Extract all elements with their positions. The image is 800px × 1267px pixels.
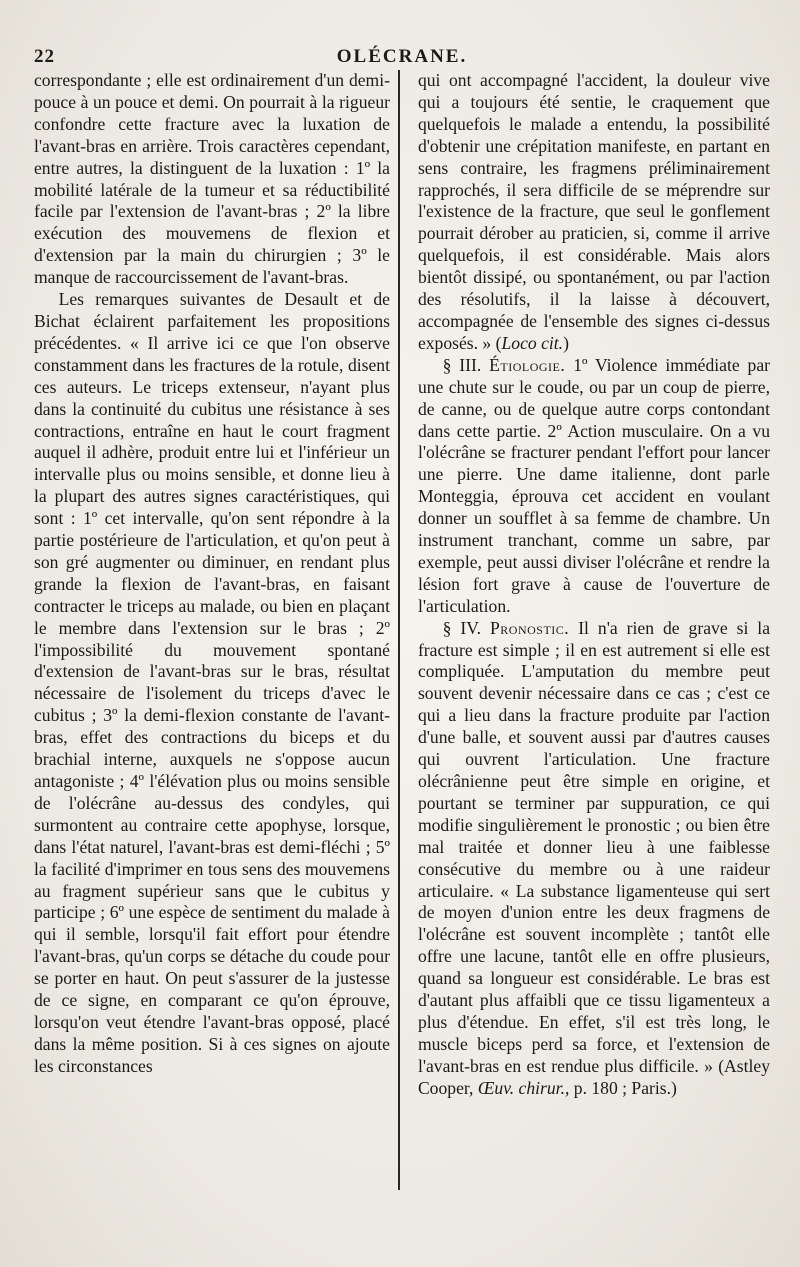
section-4-end: , p. 180 ; Paris.) xyxy=(564,1077,677,1098)
citation-loco-cit: Loco cit. xyxy=(501,332,564,353)
section-etiologie xyxy=(418,355,770,618)
section-pronostic xyxy=(418,618,770,1100)
running-head xyxy=(34,36,770,70)
section-4-title: Pronostic. xyxy=(490,617,570,638)
section-3-title: Étiologie. xyxy=(489,354,566,375)
section-3-text: 1º Violence immédiate par une chute sur le coude, ou par un coup de pierre, de canne, ou de quelque autre corps contondant dans cette partie. 2º Action musculaire. On a vu l'olécrâne se fracturer pendant l'effort pour lancer une pierre. Une dame italienne, dont parle Monteggia, éprouva cet accident en voulant donner un soufflet à sa femme de chambre. Un instrument tranchant, comme un sabre, par exemple, peut aussi diviser l'olécrâne et rendre la lésion fort grave à cause de l'ouverture de l'articulation. xyxy=(417,354,771,616)
right-column xyxy=(406,70,770,1190)
citation-oeuv-chirur: Œuv. chirur. xyxy=(477,1077,565,1098)
page-number: 22 xyxy=(34,46,55,67)
section-4-number: § IV. xyxy=(442,617,482,638)
right-paragraph-1-text: qui ont accompagné l'accident, la douleur vive qui a toujours été sentie, le craquement que quelquefois le malade a entendu, la possibilité d'obtenir une crépitation manifeste, en partant en sens contraire, les fragmens préliminairement rapprochés, il sera difficile de se méprendre sur l'existence de la fracture, que seul le gonflement pourrait dérober au praticien, si, comme il arrive quelquefois, il est considérable. Mais alors bientôt dissipé, ou spontanément, ou par l'action des résolutifs, il la laisse à découvert, accompagnée de l'ensemble des signes ci-dessus exposés. » ( xyxy=(417,70,770,353)
left-paragraph-2: Les remarques suivantes de Desault et de Bichat éclairent parfaitement les propositions précédentes. « Il arrive ici ce que l'on observe constamment dans les fractures de la rotule, disent ces auteurs. Le triceps extenseur, n'ayant plus dans la continuité du cubitus une résistance à ses contractions, entraîne en haut le court fragment auquel il adhère, produit entre lui et l'inférieur un intervalle plus ou moins sensible, et donne lieu à la plupart des autres signes caractéristiques, qui sont : 1º cet intervalle, qu'on sent répondre à la partie postérieure de l'articulation, et qu'on peut à son gré augmenter ou diminuer, en rendant plus grande la flexion de l'avant-bras, en faisant contracter le triceps au malade, ou bien en plaçant le membre dans l'extension sur le bras ; 2º l'impossibilité du mouvement spontané d'extension de l'avant-bras sur le bras, résultat nécessaire de l'isolement du triceps d'avec le cubitus ; 3º la demi-flexion constante de l'avant-bras, effet des contractions du biceps et du brachial interne, auxquels ne s'oppose aucun antagoniste ; 4º l'élévation plus ou moins sensible de l'olécrâne au-dessus des condyles, qui surmontent au contraire cette apophyse, lorsque, dans l'état naturel, l'avant-bras est demi-fléchi ; 5º la facilité d'imprimer en tous sens des mouvemens au fragment supérieur sans que le cubitus y participe ; 6º une espèce de sentiment du malade à qui il semble, lorsqu'il fait effort pour étendre l'avant-bras, qu'un corps se détache du coude pour se porter en haut. On peut s'assurer de la justesse de ce signe, en comparant ce qu'on éprouve, lorsqu'on veut étendre l'avant-bras opposé, placé dans la même position. Si à ces signes on ajoute les circonstances xyxy=(34,289,390,1076)
text-columns xyxy=(34,70,770,1190)
left-paragraph-1: correspondante ; elle est ordinairement d'un demi-pouce à un pouce et demi. On pourrait à la rigueur confondre cette fracture avec la luxation de l'avant-bras en arrière. Trois caractères cependant, entre autres, la distinguent de la luxation : 1º la mobilité latérale de la tumeur et sa réductibilité facile par l'extension de l'avant-bras ; 2º la libre exécution des mouvemens de flexion et d'extension par la main du chirurgien ; 3º le manque de raccourcissement de l'avant-bras. xyxy=(34,70,390,288)
right-paragraph-1-end: ) xyxy=(563,332,569,353)
column-divider xyxy=(398,70,400,1190)
left-column xyxy=(34,70,396,1190)
page-title: OLÉCRANE. xyxy=(336,46,468,67)
section-4-text: Il n'a rien de grave si la fracture est simple ; il en est autrement si elle est compliquée. L'amputation du membre peut souvent devenir nécessaire dans ce cas ; c'est ce qui a lieu dans la fracture produite par l'action d'une balle, et souvent aussi par d'autres causes qui ouvrent l'articulation. Une fracture olécrânienne peut être simple en origine, et pourtant se terminer par suppuration, ce qui modifie singulièrement le pronostic ; ou bien être mal traitée et donner lieu à une faiblesse consécutive du membre ou à une raideur articulaire. « La substance ligamenteuse qui sert de moyen d'union entre les deux fragmens de l'olécrâne est souvent incomplète ; tantôt elle offre une lacune, tantôt elle en offre plusieurs, quand sa longueur est considérable. Le bras est d'autant plus affaibli que ce tissu ligamenteux a plus d'étendue. En effet, s'il est très long, le muscle biceps perd sa force, et l'extension de l'avant-bras en est rendue plus difficile. » (Astley Cooper, xyxy=(417,617,771,1098)
right-paragraph-1 xyxy=(418,70,770,355)
section-3-number: § III. xyxy=(442,354,482,375)
